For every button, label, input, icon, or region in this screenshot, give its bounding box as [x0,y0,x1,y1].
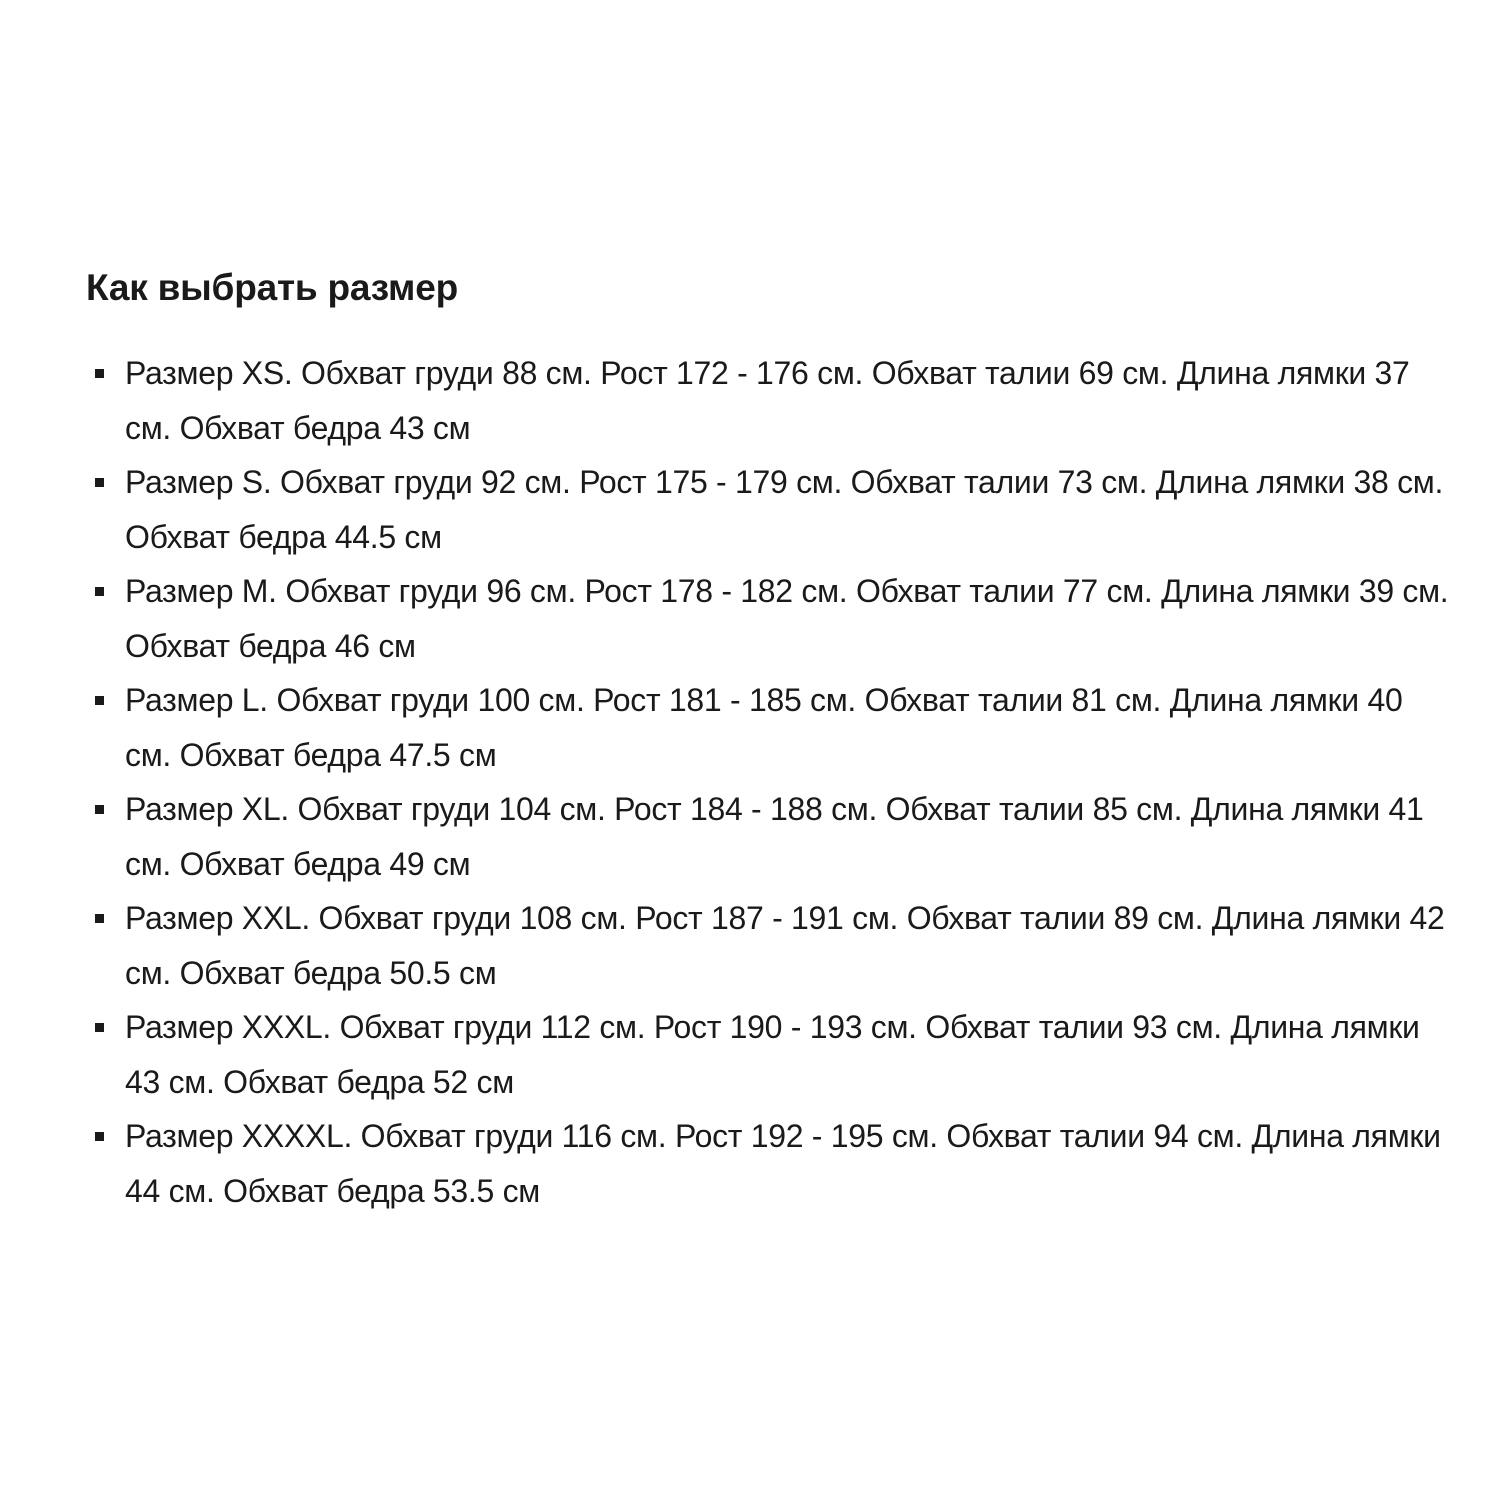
square-bullet-icon [95,478,104,487]
size-item-text: Размер L. Обхват груди 100 см. Рост 181 - 185 см. Обхват талии 81 см. Длина лямки 40 см. Обхват бедра 47.5 см [125,682,1403,773]
size-list-item [86,891,1456,1000]
size-item-text: Размер XXL. Обхват груди 108 см. Рост 187 - 191 см. Обхват талии 89 см. Длина лямки 42 см. Обхват бедра 50.5 см [125,900,1445,991]
square-bullet-icon [95,587,104,596]
square-bullet-icon [95,369,104,378]
size-item-text: Размер M. Обхват груди 96 см. Рост 178 - 182 см. Обхват талии 77 см. Длина лямки 39 см. Обхват бедра 46 см [125,573,1449,664]
size-list-item [86,346,1456,455]
square-bullet-icon [95,696,104,705]
size-item-text: Размер XL. Обхват груди 104 см. Рост 184 - 188 см. Обхват талии 85 см. Длина лямки 41 см. Обхват бедра 49 см [125,791,1424,882]
size-list-item [86,1109,1456,1218]
size-guide-title: Как выбрать размер [86,267,458,308]
size-list-item [86,564,1456,673]
size-list-item [86,782,1456,891]
square-bullet-icon [95,1023,104,1032]
square-bullet-icon [95,914,104,923]
size-guide [86,262,1456,1218]
size-list-item [86,455,1456,564]
size-list [86,346,1456,1218]
size-list-item [86,673,1456,782]
size-item-text: Размер XS. Обхват груди 88 см. Рост 172 - 176 см. Обхват талии 69 см. Длина лямки 37 см. Обхват бедра 43 см [125,355,1410,446]
size-list-item [86,1000,1456,1109]
square-bullet-icon [95,1132,104,1141]
size-item-text: Размер XXXXL. Обхват груди 116 см. Рост 192 - 195 см. Обхват талии 94 см. Длина лямки 44 см. Обхват бедра 53.5 см [125,1118,1441,1209]
size-item-text: Размер XXXL. Обхват груди 112 см. Рост 190 - 193 см. Обхват талии 93 см. Длина лямки 43 см. Обхват бедра 52 см [125,1009,1420,1100]
square-bullet-icon [95,805,104,814]
size-item-text: Размер S. Обхват груди 92 см. Рост 175 - 179 см. Обхват талии 73 см. Длина лямки 38 см. Обхват бедра 44.5 см [125,464,1444,555]
